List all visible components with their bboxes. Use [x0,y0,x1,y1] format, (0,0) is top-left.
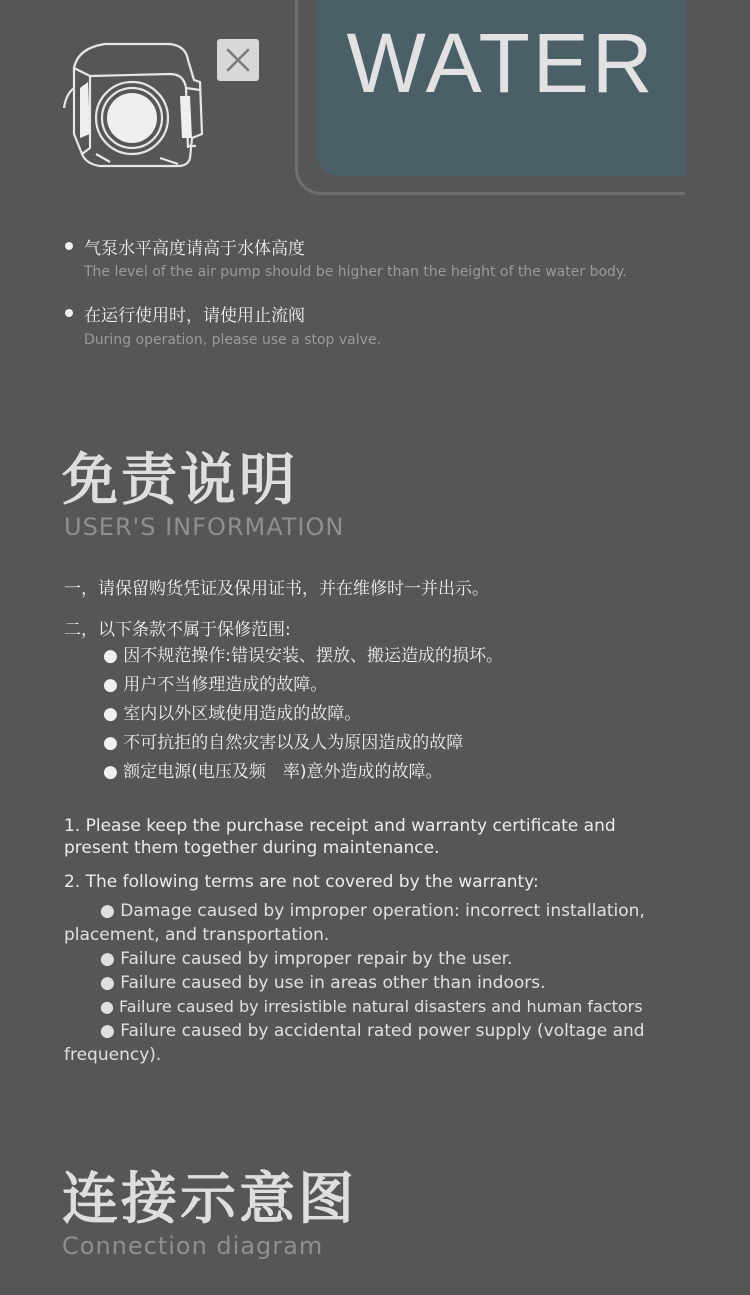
bullet-dot [65,309,73,317]
cn-subitem: ● 室内以外区域使用造成的故障。 [103,704,362,724]
en-subitem-list [64,899,689,1067]
disclaimer-title-en: USER'S INFORMATION [64,513,345,541]
connection-title-cn: 连接示意图 [62,1167,357,1232]
cn-subitem: ● 不可抗拒的自然灾害以及人为原因造成的故障 [103,733,464,753]
close-icon [217,39,259,81]
note-en-1: The level of the air pump should be higher than the height of the water body. [84,264,627,280]
en-subitem: ● Damage caused by improper operation: incorrect installation, placement, and transportation. [64,901,645,945]
cn-item-2: 二，以下条款不属于保修范围: [64,620,291,640]
en-subitem: ● Failure caused by improper repair by the user. [100,949,513,969]
bullet-dot [65,242,73,250]
cn-subitem: ● 因不规范操作:错误安装、摆放、搬运造成的损坏。 [103,646,503,666]
cn-subitem-list [103,642,503,787]
en-subitem: ● Failure caused by irresistible natural disasters and human factors [100,997,643,1016]
close-button[interactable] [217,39,259,81]
note-cn-2: 在运行使用时，请使用止流阀 [84,306,305,326]
disclaimer-title-cn: 免责说明 [62,448,298,513]
brand-word: WATER [346,16,656,110]
en-item-1: 1. Please keep the purchase receipt and warranty certificate and present them together during maintenance. [64,816,616,858]
en-subitem: ● Failure caused by use in areas other than indoors. [100,973,546,993]
note-cn-1: 气泵水平高度请高于水体高度 [84,239,305,259]
note-en-2: During operation, please use a stop valve. [84,332,382,348]
en-item-2: 2. The following terms are not covered by the warranty: [64,872,539,892]
air-pump-icon [60,38,210,170]
cn-subitem: ● 额定电源(电压及频 率)意外造成的故障。 [103,762,443,782]
cn-item-1: 一，请保留购货凭证及保用证书，并在维修时一并出示。 [64,579,489,599]
en-subitem: ● Failure caused by accidental rated power supply (voltage and frequency). [64,1021,645,1065]
connection-title-en: Connection diagram [62,1232,324,1260]
cn-subitem: ● 用户不当修理造成的故障。 [103,675,328,695]
